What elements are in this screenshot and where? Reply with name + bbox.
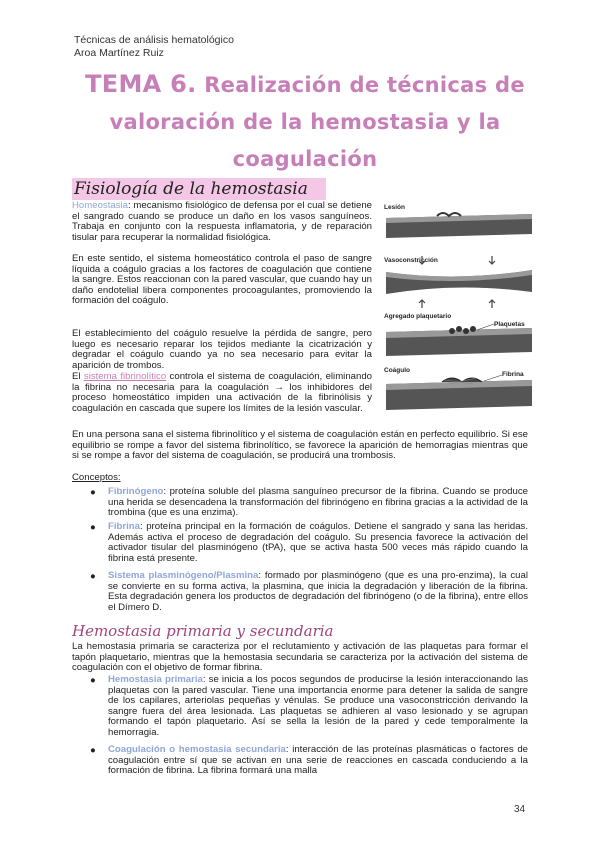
link-sistema-fibrinolitico[interactable]: sistema fibrinolítico — [83, 371, 167, 382]
title-line2: valoración de la hemostasia y la — [109, 110, 501, 134]
figure-label-coagulo: Coágulo — [384, 367, 410, 374]
course-name: Técnicas de análisis hematológico — [74, 34, 234, 46]
figure-label-fibrina: Fibrina — [502, 371, 524, 378]
concepts-label: Conceptos: — [72, 472, 121, 483]
page-title — [60, 66, 550, 178]
title-line1: Realización de técnicas de — [196, 73, 525, 97]
item-hemostasia-secundaria: Coagulación o hemostasia secundaria: interacción de las proteínas plasmáticas o factores de coagulación entre sí que se activan en una serie de reacciones en cascada conduciendo a la formación de fibrina. La fibrina formará una malla — [108, 744, 528, 777]
title-line3: coagulación — [232, 147, 378, 171]
document-header — [74, 34, 234, 60]
bullet-icon: ● — [90, 675, 96, 686]
vessel-lesion — [386, 213, 532, 238]
section-heading-hemostasia: Hemostasia primaria y secundaria — [72, 622, 334, 640]
hemostasis-figure — [382, 200, 542, 416]
keyword-hemostasia-secundaria: Coagulación o hemostasia secundaria — [108, 744, 286, 755]
concept-fibrina: Fibrina: proteína principal en la formación de coágulos. Detiene el sangrado y sana las heridas. Además activa el proceso de degradación del coágulo. Su presencia favorece la activación del activador tisular del plasminógeno (tPA), que se activa hasta 500 veces más rápido cuando la fibrina está presente. — [108, 521, 528, 564]
paragraph-sistema-homeostatico: En este sentido, el sistema homeostático controla el paso de sangre líquida a coágulo gracias a los factores de coagulación que contiene la sangre. Estos reaccionan con la pared vascular, que cuando hay un daño endotelial libera componentes procoagulantes, promoviendo la formación del coágulo. — [72, 253, 372, 307]
vessel-platelet-aggregate — [386, 324, 532, 356]
figure-label-lesion: Lesión — [384, 204, 405, 211]
figure-label-vasoconstriccion: Vasoconstricción — [384, 257, 438, 264]
concept-plasminogeno: Sistema plasminógeno/Plasmina: formado por plasminógeno (que es una pro-enzima), la cual se convierte en su forma activa, la plasmina, que inicia la degradación y liberación de la fibrina. Esta degradación genera los productos de degradación del fibrinógeno (o de la fibrina), entre ellos el Dímero D. — [108, 570, 528, 613]
keyword-hemostasia-primaria: Hemostasia primaria — [108, 674, 203, 685]
keyword-fibrina: Fibrina — [108, 521, 140, 532]
keyword-fibrinogeno: Fibrinógeno — [108, 486, 164, 497]
title-topic: TEMA 6. — [85, 70, 197, 98]
bullet-icon: ● — [90, 745, 96, 756]
figure-label-agregado: Agregado plaquetario — [384, 313, 452, 320]
bullet-icon: ● — [90, 487, 96, 498]
vessel-clot — [386, 375, 532, 410]
paragraph-coagulo: El establecimiento del coágulo resuelve la pérdida de sangre, pero luego es necesario reparar los tejidos mediante la cicatrización y degradar el coágulo cuando ya no sea necesario para evitar la aparición de trombos. — [72, 328, 372, 371]
section-heading-fisiologia: Fisiología de la hemostasia — [72, 178, 326, 200]
paragraph-homeostasia: Homeostasia: mecanismo fisiológico de defensa por el cual se detiene el sangrado cuando se produce un daño en los vasos sanguíneos. Trabaja en conjunto con la respuesta inflamatoria, y de reparación tisular para recuperar la normalidad fisiológica. — [72, 200, 372, 243]
paragraph-equilibrio: En una persona sana el sistema fibrinolítico y el sistema de coagulación están en perfecto equilibrio. Si ese equilibrio se rompe a favor del sistema fibrinolítico, se favorece la aparición de hemorragias mientras que si se rompe a favor del sistema de coagulación, se producirá una trombosis. — [72, 429, 528, 462]
figure-label-plaquetas: Plaquetas — [494, 321, 525, 328]
paragraph-fibrinolitico: El sistema fibrinolítico controla el sistema de coagulación, eliminando la fibrina no necesaria para la coagulación → los inhibidores del proceso homeostático impiden una activación de la fibrinólisis y coagulación en cascada que supere los límites de la lesión vascular. — [72, 371, 372, 414]
bullet-icon: ● — [90, 571, 96, 582]
bullet-icon: ● — [90, 522, 96, 533]
paragraph-hemostasia-intro: La hemostasia primaria se caracteriza por el reclutamiento y activación de las plaquetas para formar el tapón plaquetario, mientras que la hemostasia secundaria se caracteriza por la activación del sistema de coagulación con el objetivo de formar fibrina. — [72, 641, 528, 674]
author-name: Aroa Martínez Ruiz — [74, 47, 164, 59]
concept-fibrinogeno: Fibrinógeno: proteína soluble del plasma sanguíneo precursor de la fibrina. Cuando se produce una herida se desencadena la transformación del fibrinógeno en fibrina gracias a la actividad de la trombina (que es una enzima). — [108, 486, 528, 519]
item-hemostasia-primaria: Hemostasia primaria: se inicia a los pocos segundos de producirse la lesión interaccionando las plaquetas con la pared vascular. Tiene una importancia enorme para detener la salida de sangre de los capilares, arteriolas pequeñas y vénulas. Se produce una vasoconstricción derivando la sangre fuera del área lesionada. Las plaquetas se adhieren al vaso lesionado y se agrupan formando el tapón plaquetario. Así se sella la lesión de la pared y cede temporalmente la hemorragia. — [108, 674, 528, 738]
page-number: 34 — [514, 804, 526, 815]
keyword-plasminogeno: Sistema plasminógeno/Plasmina — [108, 570, 259, 581]
keyword-homeostasia: Homeostasia — [72, 200, 128, 211]
